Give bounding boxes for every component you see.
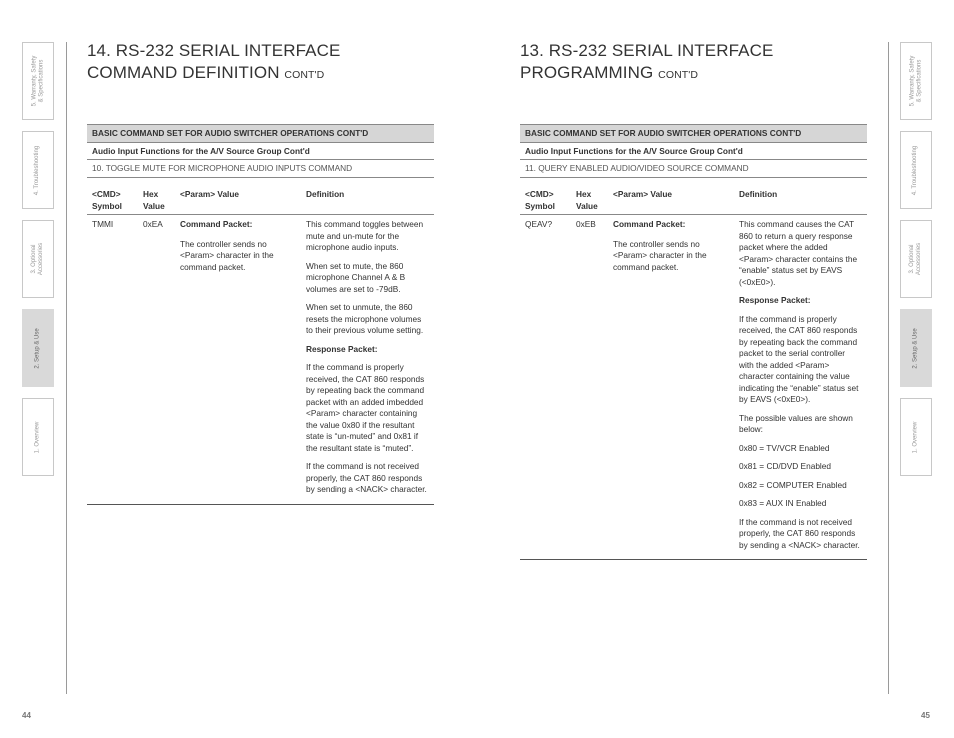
command-table-left <box>87 124 434 505</box>
command-packet-text: The controller sends no <Param> character in the command packet. <box>613 238 707 272</box>
table-row <box>87 215 434 505</box>
page-number-right: 45 <box>921 711 930 720</box>
col-cmd-symbol: <CMD> Symbol <box>525 189 555 211</box>
page-title-right: 13. RS-232 SERIAL INTERFACE PROGRAMMING CONT'D <box>520 41 774 82</box>
cell-cmd: TMMI <box>92 219 114 229</box>
tab-overview[interactable]: 1. Overview <box>22 398 54 476</box>
cell-definition <box>306 219 428 496</box>
col-param-value: <Param> Value <box>180 189 240 199</box>
definition-paragraph: When set to mute, the 860 microphone Channel A & B volumes are set to -79dB. <box>306 260 406 294</box>
column-headers <box>87 178 434 215</box>
tab-setup-use[interactable]: 2. Setup & Use <box>22 309 54 387</box>
table-header: BASIC COMMAND SET FOR AUDIO SWITCHER OPERATIONS CONT'D <box>87 124 434 143</box>
tab-overview[interactable]: 1. Overview <box>900 398 932 476</box>
command-packet-text: The controller sends no <Param> character in the command packet. <box>180 238 274 272</box>
tab-optional-accessories[interactable]: 3. Optional Accessories <box>22 220 54 298</box>
command-title: 10. TOGGLE MUTE FOR MICROPHONE AUDIO INPUTS COMMAND <box>87 160 434 178</box>
col-hex-value: Hex Value <box>576 189 598 211</box>
definition-paragraph: The possible values are shown below: <box>739 412 853 434</box>
command-title: 11. QUERY ENABLED AUDIO/VIDEO SOURCE COMMAND <box>520 160 867 178</box>
tab-setup-use[interactable]: 2. Setup & Use <box>900 309 932 387</box>
table-subheader: Audio Input Functions for the A/V Source Group Cont'd <box>87 143 434 160</box>
table-header: BASIC COMMAND SET FOR AUDIO SWITCHER OPERATIONS CONT'D <box>520 124 867 143</box>
value-item: 0x81 = CD/DVD Enabled <box>739 461 832 471</box>
col-hex-value: Hex Value <box>143 189 165 211</box>
command-packet-label: Command Packet: <box>613 219 686 229</box>
value-item: 0x83 = AUX IN Enabled <box>739 498 827 508</box>
col-definition: Definition <box>306 189 345 199</box>
definition-paragraph: When set to unmute, the 860 resets the microphone volumes to their previous volume setting. <box>306 302 424 335</box>
tab-optional-accessories[interactable]: 3. Optional Accessories <box>900 220 932 298</box>
left-margin-rule <box>66 42 67 694</box>
col-param-value: <Param> Value <box>613 189 673 199</box>
cell-param <box>613 219 739 551</box>
definition-paragraph: If the command is not received properly, the CAT 860 responds by sending a <NACK> character. <box>739 516 860 550</box>
cell-hex: 0xEB <box>576 219 596 229</box>
right-margin-rule <box>888 42 889 694</box>
command-packet-label: Command Packet: <box>180 219 253 229</box>
command-table-right <box>520 124 867 560</box>
response-packet-label: Response Packet: <box>739 295 811 305</box>
value-item: 0x82 = COMPUTER Enabled <box>739 479 847 490</box>
definition-paragraph: This command causes the CAT 860 to return a query response packet where the added <Param> character contains the “enable” status set by EAVS (<0xE0>). <box>739 219 858 287</box>
page-number-left: 44 <box>22 711 31 720</box>
col-cmd-symbol: <CMD> Symbol <box>92 189 122 211</box>
cell-param <box>180 219 306 496</box>
cell-definition <box>739 219 861 551</box>
cell-hex: 0xEA <box>143 219 163 229</box>
page-title-left: 14. RS-232 SERIAL INTERFACE COMMAND DEFINITION CONT'D <box>87 41 341 82</box>
col-definition: Definition <box>739 189 778 199</box>
tab-troubleshooting[interactable]: 4. Troubleshooting <box>22 131 54 209</box>
definition-paragraph: If the command is properly received, the CAT 860 responds by repeating back the command packet to the serial controller with the added <Param> character containing the value indicating the “enable” status set by EAVS (<0xE0>). <box>739 313 859 404</box>
value-item: 0x80 = TV/VCR Enabled <box>739 442 830 453</box>
definition-paragraph: If the command is properly received, the CAT 860 responds by repeating back the command packet with an added imbedded <Param> character containing the value 0x80 if the resultant state is “un-muted” and 0x81 if the resultant state is “muted”. <box>306 362 425 453</box>
tab-troubleshooting[interactable]: 4. Troubleshooting <box>900 131 932 209</box>
definition-paragraph: If the command is not received properly, the CAT 860 responds by sending a <NACK> character. <box>306 461 427 494</box>
tab-warranty[interactable]: 5. Warranty, Safety & Specifications <box>22 42 54 120</box>
table-subheader: Audio Input Functions for the A/V Source Group Cont'd <box>520 143 867 160</box>
tab-warranty[interactable]: 5. Warranty, Safety & Specifications <box>900 42 932 120</box>
table-row <box>520 215 867 560</box>
column-headers <box>520 178 867 215</box>
cell-cmd: QEAV? <box>525 219 553 229</box>
definition-paragraph: This command toggles between mute and un-mute for the microphone audio inputs. <box>306 219 424 252</box>
response-packet-label: Response Packet: <box>306 343 378 354</box>
